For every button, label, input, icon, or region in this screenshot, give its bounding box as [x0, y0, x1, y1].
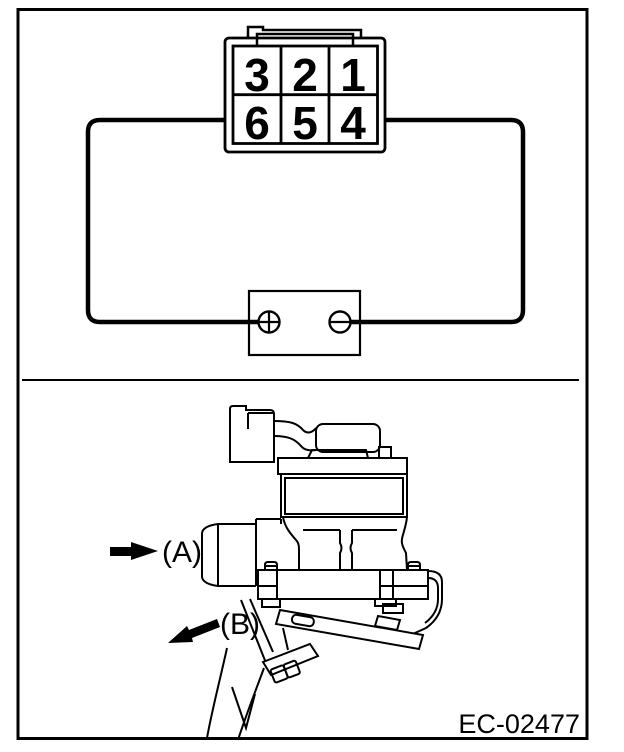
valve-top-flange: [278, 458, 407, 474]
mid-body-channel: [340, 530, 352, 570]
figure-code: EC-02477: [458, 709, 580, 739]
lower-arm-left-edge: [207, 648, 227, 738]
mid-body-right-contour: [402, 517, 407, 570]
connector-pinout-diagram: [88, 27, 523, 355]
battery-positive-terminal-icon: [259, 312, 280, 333]
mounting-flange: [258, 570, 428, 599]
port-a-label: (A): [162, 536, 202, 569]
port-a-end-cap: [202, 524, 218, 586]
flange-bolt-right: [408, 562, 420, 570]
port-b-label: (B): [220, 608, 260, 641]
pin-4-label: 4: [340, 97, 366, 149]
pin-3-label: 3: [244, 49, 270, 101]
pin-6-label: 6: [244, 97, 270, 149]
mid-body-left-contour: [283, 517, 299, 570]
lower-arm-right-edge: [238, 668, 264, 740]
valve-illustration: [202, 406, 442, 740]
flange-bolt-left: [265, 562, 277, 570]
lower-arm-notch: [232, 687, 255, 728]
port-a-tube: [218, 524, 256, 586]
flange-feet: [262, 599, 396, 607]
pin-2-label: 2: [292, 49, 318, 101]
solenoid-side-lug: [379, 447, 391, 458]
connector-lock-tab: [248, 27, 361, 38]
arrow-b-icon: [168, 619, 220, 643]
valve-cylinder-body: [281, 474, 407, 517]
pin-5-label: 5: [292, 97, 318, 149]
wire-channel-top: [274, 421, 316, 432]
harness-connector: [230, 406, 274, 462]
battery-negative-terminal-icon: [330, 312, 351, 333]
arrow-a-icon: [110, 542, 158, 560]
solenoid-cap: [316, 424, 380, 452]
pin-1-label: 1: [340, 49, 366, 101]
wire-channel-bottom: [274, 436, 316, 450]
